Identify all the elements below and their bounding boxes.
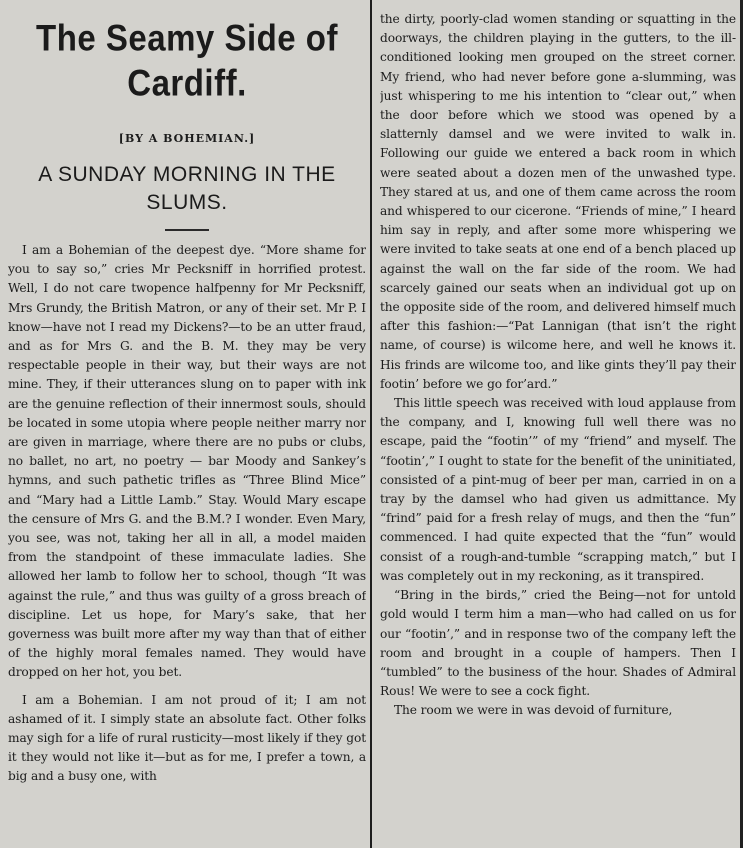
paragraph: “Bring in the birds,” cried the Being—not for untold gold would I term him a man—who had called on us for our “footin’,” and in response two of the company left the room and brought in a couple of hampers. Then I “tumbled” to the business of the hour. Shades of Admiral Rous! We were to see a cock fight. — [380, 588, 736, 699]
right-column — [380, 0, 736, 848]
paragraph: The room we were in was devoid of furniture, — [394, 703, 673, 718]
subheading-line-1: A SUNDAY MORNING IN THE — [38, 163, 336, 186]
section-divider — [165, 229, 209, 231]
paragraph: I am a Bohemian of the deepest dye. “More shame for you to say so,” cries Mr Pecksniff in horrified protest. Well, I do not care twopence halfpenny for Mr Pecksniff, Mrs Grundy, the British Matron, or any of their set. Mr P. I know—have not I read my Dickens?—to be an utter fraud, and as for Mrs G. and the B. M. they may be very respectable people in their way, but their ways are not mine. They, if their utterances slung on to paper with ink are the genuine reflection of their innermost souls, should be located in some utopia where people neither marry nor are given in marriage, where there are no pubs or clubs, no ballet, no art, no poetry — bar Moody and Sankey’s hymns, and such pathetic trifles as “Three Blind Mice” and “Mary had a Little Lamb.” Stay. Would Mary escape the censure of Mrs G. and the B.M.? I wonder. Even Mary, you see, was not, taking her all in all, a model maiden from the standpoint of these immaculate ladies. She allowed her lamb to follow her to school, though “It was against the rule,” and thus was guilty of a gross breach of discipline. Let us hope, for Mary’s sake, that her governess was built more after my way than that of either of the highly moral females named. They would have dropped on her hot, you bet. — [8, 243, 366, 680]
article-title — [8, 16, 366, 106]
column-divider — [370, 0, 372, 848]
title-line-2: Cardiff. — [127, 61, 247, 104]
paragraph: I am a Bohemian. I am not proud of it; I am not ashamed of it. I simply state an absolute fact. Other folks may sigh for a life of rural rusticity—most likely if they got it they would not like it—but as for me, I prefer a town, a big and a busy one, with — [8, 692, 366, 784]
title-line-1: The Seamy Side of — [36, 17, 338, 59]
left-column — [8, 0, 366, 848]
paragraph: This little speech was received with loud applause from the company, and I, knowing full well there was no escape, paid the “footin’” of my “friend” and myself. The “footin’,” I ought to state for the benefit of the uninitiated, consisted of a pint-mug of beer per man, carried in on a tray by the damsel who had given us admittance. My “frind” paid for a fresh relay of mugs, and then the “fun” commenced. I had quite expected that the “fun” would consist of a rough-and-tumble “scrapping match,” but I was completely out in my reckoning, as it transpired. — [380, 396, 736, 583]
subheading-line-2: SLUMS. — [146, 191, 228, 214]
article-subheading — [8, 161, 366, 217]
byline: [BY A BOHEMIAN.] — [118, 132, 256, 145]
paragraph: the dirty, poorly-clad women standing or squatting in the doorways, the children playing in the gutters, to the ill-conditioned looking men grouped on the street corner. My friend, who had never before gone a-slumming, was just whispering to me his intention to “clear out,” when the door before which we stood was opened by a slatternly damsel and we were invited to walk in. Following our guide we entered a back room in which were seated about a dozen men of the unwashed type. They stared at us, and one of them came across the room and whispered to our cicerone. “Friends of mine,” I heard him say in reply, and after some more whispering we were invited to take seats at one end of a bench placed up against the wall on the far side of the room. We had scarcely gained our seats when an individual got up on the opposite side of the room, and delivered himself much after this fashion:—“Pat Lannigan (that isn’t the right name, of course) is wilcome here, and well he knows it. His frinds are wilcome too, and like gints they’ll pay their footin’ before we go for’ard.” — [380, 12, 736, 391]
